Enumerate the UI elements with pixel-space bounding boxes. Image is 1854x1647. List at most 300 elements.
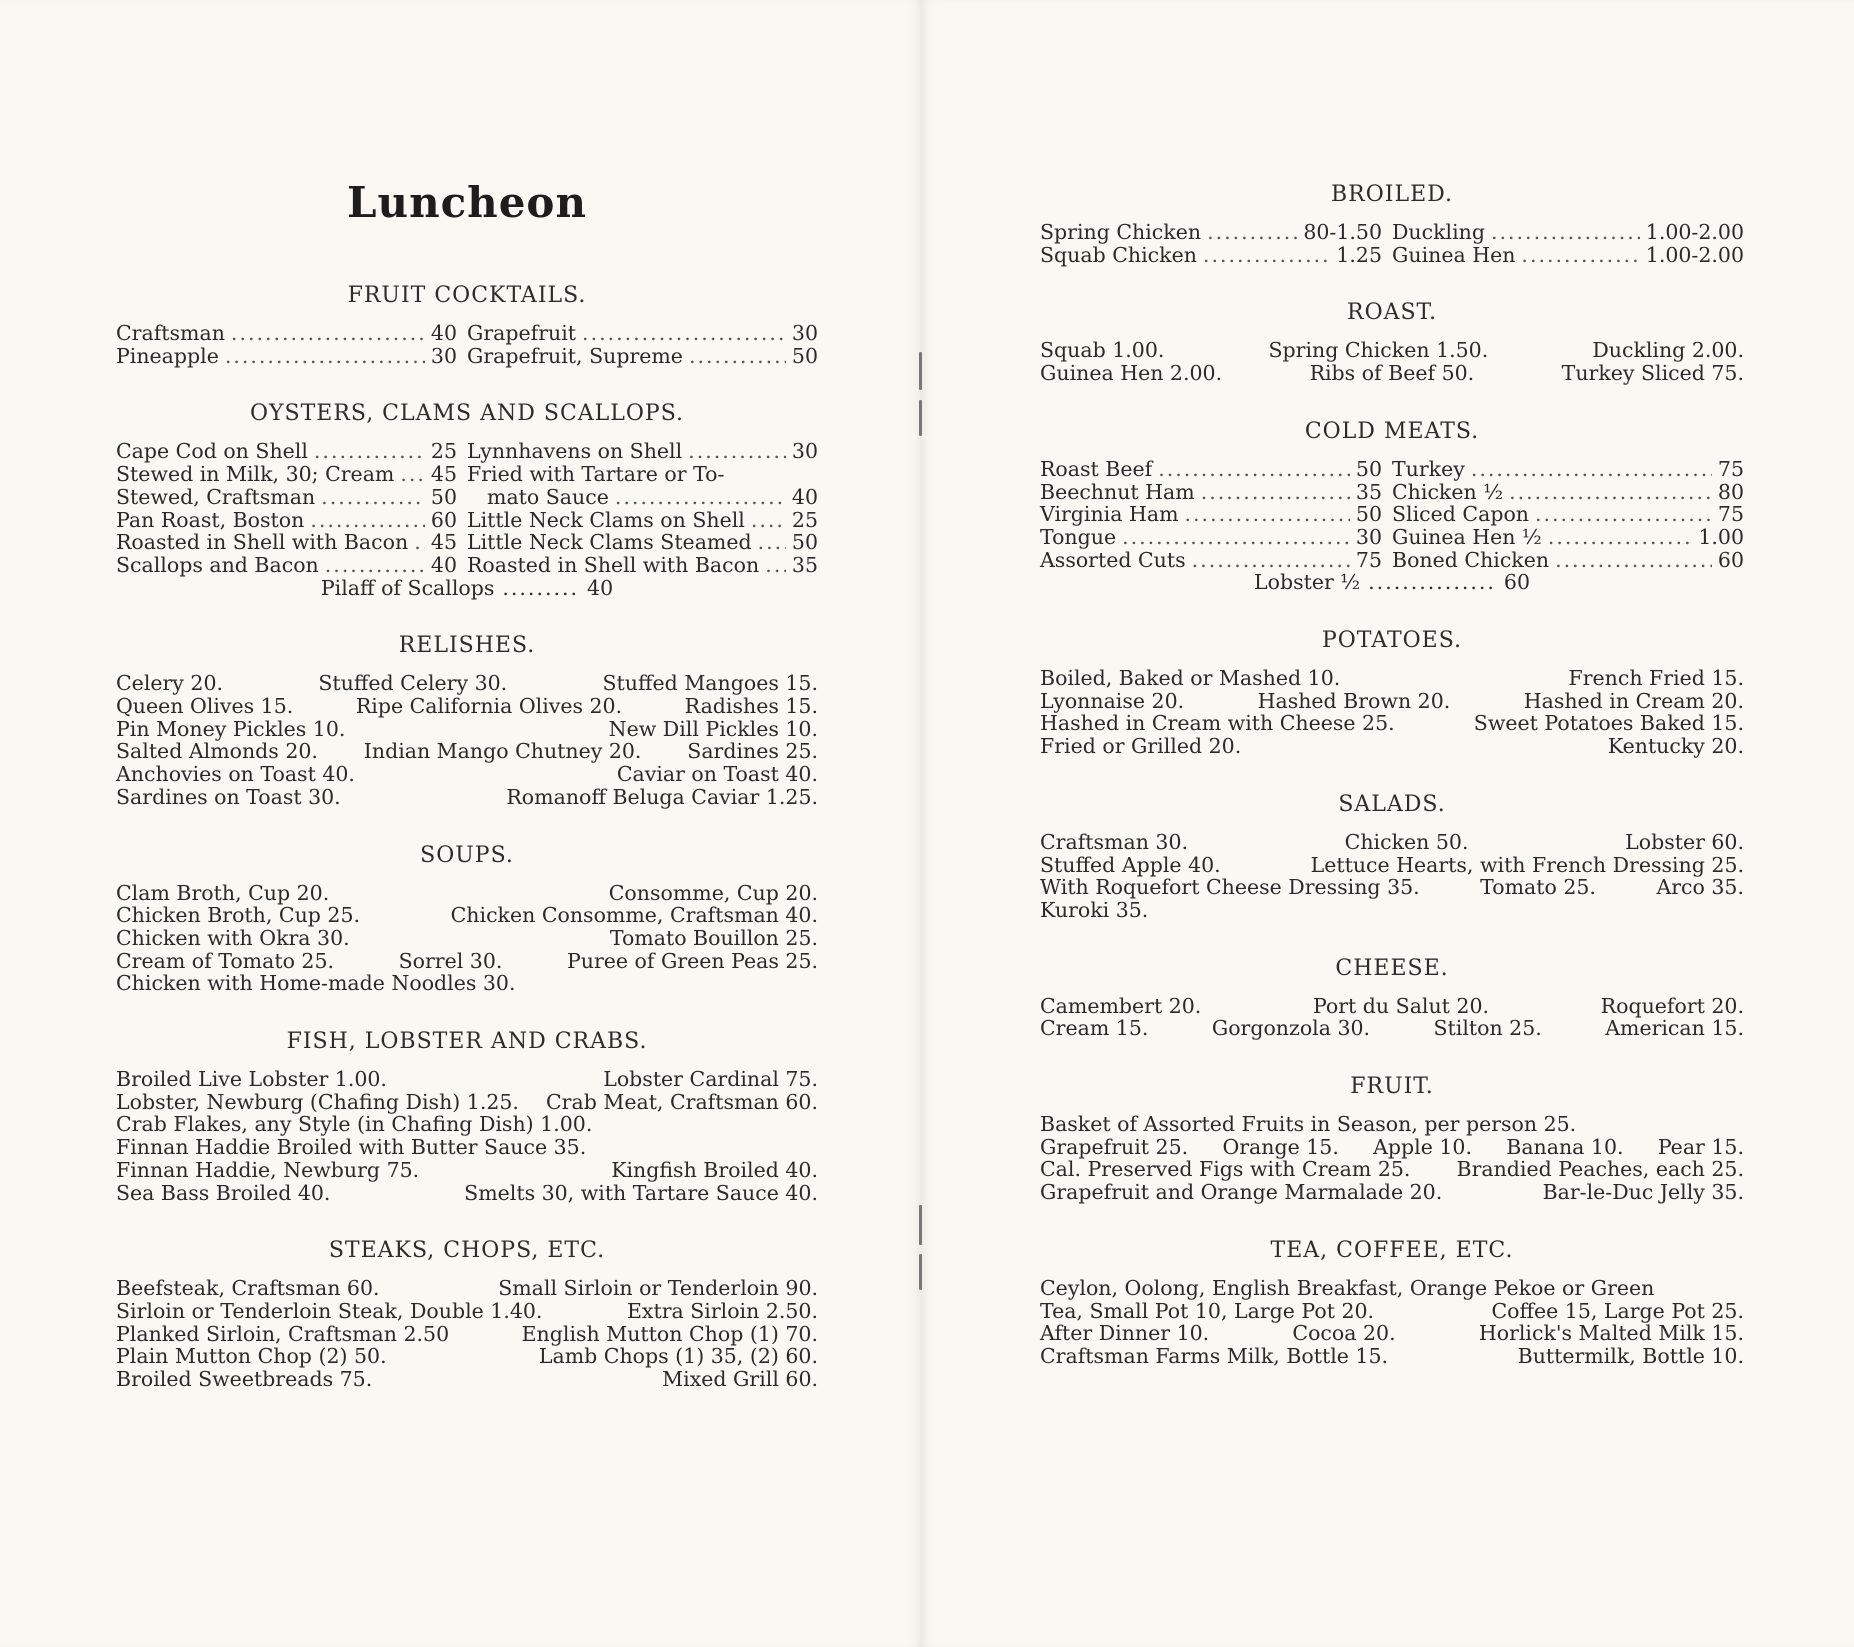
menu-line [116, 763, 818, 786]
left-column [116, 178, 818, 1425]
item-price: 40 [430, 321, 457, 345]
item-name: Stewed, Craftsman [116, 484, 316, 509]
text-lines [1040, 995, 1744, 1040]
menu-entry: Smelts 30, with Tartare Sauce 40. [464, 1180, 818, 1205]
menu-item [467, 440, 818, 463]
leader-dots [1491, 221, 1640, 244]
menu-item [1392, 549, 1744, 572]
item-name: Craftsman [116, 321, 225, 345]
menu-line [1040, 735, 1744, 758]
menu-row [116, 509, 818, 532]
menu-item [116, 509, 467, 532]
menu-entry: Stilton 25. [1433, 1016, 1542, 1041]
leader-dots [325, 554, 425, 577]
menu-entry: Lobster, Newburg (Chafing Dish) 1.25. [116, 1089, 519, 1114]
menu-row [116, 486, 818, 509]
leader-dots [582, 322, 786, 345]
leader-dots [400, 463, 425, 486]
menu-entry: Grapefruit and Orange Marmalade 20. [1040, 1180, 1443, 1205]
leader-dots [1548, 526, 1693, 549]
menu-entry: Banana 10. [1506, 1134, 1624, 1159]
menu-entry: Hashed in Cream 20. [1523, 688, 1744, 713]
menu-entry: Small Sirloin or Tenderloin 90. [498, 1276, 818, 1301]
menu-item [1392, 244, 1744, 267]
menu-item [1040, 458, 1392, 481]
menu-line [1040, 854, 1744, 877]
menu-entry: Sirloin or Tenderloin Steak, Double 1.40. [116, 1298, 543, 1323]
item-name: Sliced Capon [1392, 502, 1529, 527]
item-price: 50 [1355, 502, 1382, 527]
menu-item [467, 554, 818, 577]
item-name: Roasted in Shell with Bacon [467, 552, 760, 577]
menu-entry: Hashed Brown 20. [1257, 688, 1451, 713]
menu-item [1040, 526, 1392, 549]
leader-dots [1203, 244, 1330, 267]
menu-line [1040, 1345, 1744, 1368]
menu-entry: Boiled, Baked or Mashed 10. [1040, 666, 1341, 691]
menu-line [1040, 1136, 1744, 1159]
menu-item [116, 486, 467, 509]
section-cold-meats [1040, 419, 1744, 594]
menu-entry: Horlick's Malted Milk 15. [1478, 1321, 1744, 1346]
menu-line [1040, 1158, 1744, 1181]
menu-entry: Tomato 25. [1480, 875, 1596, 900]
section-steaks [116, 1238, 818, 1391]
right-page [922, 0, 1854, 1647]
menu-item [467, 345, 818, 368]
menu-line [116, 1159, 818, 1182]
menu-line [1040, 667, 1744, 690]
item-price: 30 [1355, 524, 1382, 549]
menu-line [116, 1323, 818, 1346]
pair-rows [1040, 221, 1744, 266]
menu-line [116, 1068, 818, 1091]
leader-dots [765, 554, 786, 577]
item-name: Roast Beef [1040, 456, 1153, 481]
menu-item [116, 531, 467, 554]
menu-line [116, 740, 818, 763]
item-price: 40 [430, 552, 457, 577]
menu-entry: Cream of Tomato 25. [116, 948, 335, 973]
item-price: 50 [1355, 456, 1382, 481]
menu-row [1040, 221, 1744, 244]
menu-item [467, 509, 818, 532]
item-name: Guinea Hen [1392, 242, 1516, 267]
menu-entry: Bar-le-Duc Jelly 35. [1542, 1180, 1744, 1205]
section-heading: POTATOES. [1321, 628, 1463, 654]
menu-row [1040, 244, 1744, 267]
section-cheese [1040, 956, 1744, 1040]
menu-item [467, 322, 818, 345]
menu-entry: Tea, Small Pot 10, Large Pot 20. [1040, 1298, 1375, 1323]
leader-dots [758, 531, 786, 554]
menu-entry: Kuroki 35. [1040, 897, 1149, 922]
menu-row [116, 554, 818, 577]
item-price: 35 [1355, 479, 1382, 504]
menu-line [1040, 995, 1744, 1018]
menu-entry: Kentucky 20. [1607, 734, 1744, 759]
item-price: 80-1.50 [1303, 220, 1382, 244]
text-lines [1040, 667, 1744, 758]
section-heading: STEAKS, CHOPS, ETC. [328, 1238, 606, 1264]
menu-entry: French Fried 15. [1568, 666, 1744, 691]
leader-dots [1185, 503, 1350, 526]
leader-dots [1192, 549, 1350, 572]
leader-dots [689, 345, 786, 368]
menu-line [116, 904, 818, 927]
menu-entry: Ribs of Beef 50. [1309, 361, 1475, 386]
menu-entry: Buttermilk, Bottle 10. [1517, 1343, 1744, 1368]
menu-entry: Planked Sirloin, Craftsman 2.50 [116, 1321, 450, 1346]
menu-line [116, 882, 818, 905]
menu-line [116, 1300, 818, 1323]
right-column [1040, 182, 1744, 1402]
menu-entry: Crab Meat, Craftsman 60. [546, 1089, 818, 1114]
item-price: 60 [430, 507, 457, 532]
text-lines [1040, 831, 1744, 922]
leader-dots [1555, 549, 1712, 572]
item-name: Virginia Ham [1040, 502, 1179, 527]
menu-item [1040, 481, 1392, 504]
menu-row [1040, 503, 1744, 526]
menu-row [116, 463, 818, 486]
menu-row [1040, 526, 1744, 549]
leader-dots [225, 345, 425, 368]
section-fruit-cocktails [116, 283, 818, 367]
menu-entry: Anchovies on Toast 40. [116, 762, 355, 787]
menu-item [1040, 221, 1392, 244]
menu-item [1040, 503, 1392, 526]
menu-entry: Tomato Bouillon 25. [609, 925, 818, 950]
menu-entry: Romanoff Beluga Caviar 1.25. [506, 784, 818, 809]
menu-entry: Chicken with Okra 30. [116, 925, 350, 950]
item-price: 60 [1503, 570, 1530, 595]
menu-entry: Lyonnaise 20. [1040, 688, 1185, 713]
menu-entry: Lobster Cardinal 75. [603, 1067, 818, 1092]
section-heading: BROILED. [1331, 182, 1453, 207]
item-price: 30 [791, 321, 818, 345]
item-price: 40 [791, 484, 818, 509]
menu-entry: Lettuce Hearts, with French Dressing 25. [1310, 852, 1744, 877]
menu-item [1392, 481, 1744, 504]
menu-entry: Sea Bass Broiled 40. [116, 1180, 331, 1205]
menu-entry: Arco 35. [1656, 875, 1744, 900]
menu-entry: After Dinner 10. [1040, 1321, 1210, 1346]
menu-entry: Stuffed Celery 30. [318, 671, 508, 696]
menu-entry: Cream 15. [1040, 1016, 1149, 1041]
section-heading: OYSTERS, CLAMS AND SCALLOPS. [249, 401, 685, 427]
leader-dots [1535, 503, 1712, 526]
menu-entry: Clam Broth, Cup 20. [116, 880, 330, 905]
menu-entry: Mixed Grill 60. [662, 1367, 818, 1392]
text-lines [116, 672, 818, 808]
item-name: Beechnut Ham [1040, 479, 1195, 504]
item-price: 35 [791, 552, 818, 577]
item-price: 30 [430, 343, 457, 368]
section-relishes [116, 633, 818, 808]
menu-entry: Indian Mango Chutney 20. [363, 739, 642, 764]
menu-item [467, 463, 818, 486]
menu-line [116, 1113, 818, 1136]
section-heading: FRUIT COCKTAILS. [347, 283, 587, 308]
menu-line [116, 718, 818, 741]
section-roast [1040, 300, 1744, 384]
menu-entry: Camembert 20. [1040, 993, 1202, 1018]
menu-entry: American 15. [1605, 1016, 1744, 1041]
menu-line [1040, 831, 1744, 854]
menu-entry: Apple 10. [1373, 1134, 1472, 1159]
leader-dots: ............... [1368, 570, 1496, 595]
menu-entry: Squab 1.00. [1040, 338, 1165, 363]
menu-entry: Sweet Potatoes Baked 15. [1473, 711, 1744, 736]
leader-dots [314, 440, 425, 463]
menu-entry: Cocoa 20. [1292, 1321, 1396, 1346]
menu-line [116, 927, 818, 950]
section-potatoes [1040, 628, 1744, 758]
text-lines [1040, 1277, 1744, 1368]
section-heading: FISH, LOBSTER AND CRABS. [286, 1029, 648, 1055]
item-price: 1.00 [1698, 524, 1744, 549]
menu-entry: Radishes 15. [684, 694, 818, 719]
menu-entry: Sardines on Toast 30. [116, 784, 341, 809]
menu-row [116, 531, 818, 554]
menu-entry: Hashed in Cream with Cheese 25. [1040, 711, 1395, 736]
menu-row [116, 322, 818, 345]
menu-entry: Craftsman 30. [1040, 829, 1189, 854]
menu-entry: Stuffed Mangoes 15. [602, 671, 818, 696]
menu-line [116, 672, 818, 695]
menu-entry: New Dill Pickles 10. [608, 716, 818, 741]
leader-dots [231, 322, 425, 345]
menu-entry: Chicken Broth, Cup 25. [116, 903, 361, 928]
menu-entry: Pin Money Pickles 10. [116, 716, 346, 741]
menu-line [1040, 1322, 1744, 1345]
menu-row [1040, 481, 1744, 504]
item-name: Pan Roast, Boston [116, 507, 305, 532]
menu-entry: Salted Almonds 20. [116, 739, 318, 764]
menu-entry: Consomme, Cup 20. [608, 880, 818, 905]
menu-line [116, 1136, 818, 1159]
item-name: Assorted Cuts [1040, 547, 1186, 572]
text-lines [116, 882, 818, 996]
menu-entry: Ceylon, Oolong, English Breakfast, Orange Pekoe or Green [1040, 1275, 1655, 1300]
menu-entry: Coffee 15, Large Pot 25. [1491, 1298, 1744, 1323]
menu-line [1040, 1181, 1744, 1204]
menu-item [467, 486, 818, 509]
item-name: Tongue [1040, 524, 1117, 549]
section-heading: RELISHES. [398, 633, 536, 659]
menu-entry: Pear 15. [1657, 1134, 1744, 1159]
menu-entry: Gorgonzola 30. [1211, 1016, 1371, 1041]
menu-entry: Chicken with Home-made Noodles 30. [116, 971, 516, 996]
item-name: Chicken ½ [1392, 479, 1504, 504]
leader-dots [321, 486, 425, 509]
menu-entry: Celery 20. [116, 671, 224, 696]
menu-line [1040, 339, 1744, 362]
leader-dots [1122, 526, 1350, 549]
item-name: Lynnhavens on Shell [467, 439, 683, 464]
item-name: Stewed in Milk, 30; Cream [116, 462, 395, 487]
leader-dots: ......... [502, 575, 580, 600]
menu-line [1040, 876, 1744, 899]
menu-line [1040, 1277, 1744, 1300]
menu-item [116, 322, 467, 345]
menu-entry: Ripe California Olives 20. [355, 694, 623, 719]
item-name: Squab Chicken [1040, 242, 1197, 267]
menu-line [1040, 362, 1744, 385]
menu-entry: Cal. Preserved Figs with Cream 25. [1040, 1157, 1411, 1182]
item-price: 1.25 [1336, 242, 1382, 267]
text-lines [1040, 339, 1744, 384]
leader-dots [688, 440, 786, 463]
menu-entry: Basket of Assorted Fruits in Season, per person 25. [1040, 1112, 1577, 1137]
menu-item [1040, 244, 1392, 267]
menu-row [1040, 458, 1744, 481]
leader-dots [310, 509, 425, 532]
menu-row [116, 577, 818, 600]
menu-entry: Chicken 50. [1344, 829, 1469, 854]
menu-line [116, 695, 818, 718]
leader-dots [1201, 481, 1350, 504]
menu-entry: Fried or Grilled 20. [1040, 734, 1242, 759]
menu-row [116, 345, 818, 368]
item-name: Turkey [1392, 456, 1465, 481]
menu-line [116, 972, 818, 995]
menu-line [1040, 712, 1744, 735]
menu-row [1040, 571, 1744, 594]
section-salads [1040, 792, 1744, 922]
menu-item [1392, 526, 1744, 549]
section-heading: COLD MEATS. [1304, 418, 1480, 444]
item-price: 75 [1717, 456, 1744, 481]
item-price: 50 [791, 343, 818, 368]
menu-entry: Chicken Consomme, Craftsman 40. [450, 903, 818, 928]
menu-line [1040, 690, 1744, 713]
item-name: Spring Chicken [1040, 220, 1202, 244]
menu-line [116, 1368, 818, 1391]
menu-entry: Port du Salut 20. [1312, 993, 1490, 1018]
menu-line [116, 1182, 818, 1205]
section-broiled [1040, 182, 1744, 266]
menu-entry: Lobster 60. [1625, 829, 1744, 854]
item-price: 25 [791, 507, 818, 532]
item-name: Roasted in Shell with Bacon [116, 530, 409, 555]
text-lines [1040, 1113, 1744, 1204]
item-name: Little Neck Clams Steamed [467, 530, 752, 555]
menu-item [116, 463, 467, 486]
left-page [0, 0, 922, 1647]
item-price: 1.00-2.00 [1645, 242, 1744, 267]
menu-entry: Kingfish Broiled 40. [611, 1157, 818, 1182]
menu-item [1392, 221, 1744, 244]
menu-entry: Caviar on Toast 40. [616, 762, 818, 787]
section-heading: SOUPS. [420, 842, 514, 868]
item-price: 30 [791, 439, 818, 464]
text-lines [116, 1277, 818, 1391]
item-name: Grapefruit [467, 321, 577, 345]
section-soups [116, 843, 818, 996]
menu-entry: Guinea Hen 2.00. [1040, 361, 1223, 386]
section-fish [116, 1029, 818, 1204]
menu-entry: Sardines 25. [687, 739, 818, 764]
item-name: Fried with Tartare or To- [467, 462, 725, 487]
leader-dots [615, 486, 786, 509]
menu-entry: English Mutton Chop (1) 70. [521, 1321, 818, 1346]
item-price: 75 [1355, 547, 1382, 572]
menu-item [467, 531, 818, 554]
leader-dots [1471, 458, 1712, 481]
item-price: 50 [791, 530, 818, 555]
item-name: Cape Cod on Shell [116, 439, 308, 464]
menu-row [116, 440, 818, 463]
menu-item [1040, 549, 1392, 572]
leader-dots [1509, 481, 1712, 504]
item-price: 60 [1717, 547, 1744, 572]
menu-entry: Craftsman Farms Milk, Bottle 15. [1040, 1343, 1389, 1368]
menu-line [116, 1091, 818, 1114]
menu-line [116, 950, 818, 973]
section-heading: SALADS. [1338, 791, 1446, 817]
leader-dots [414, 531, 425, 554]
section-oysters [116, 401, 818, 599]
leader-dots [1207, 221, 1297, 244]
menu-title: Luncheon [347, 178, 587, 227]
menu-entry: Grapefruit 25. [1040, 1134, 1189, 1159]
item-price: 45 [430, 462, 457, 487]
leader-dots [1521, 244, 1639, 267]
menu-entry: Orange 15. [1222, 1134, 1339, 1159]
menu-row [1040, 549, 1744, 572]
menu-entry: Broiled Sweetbreads 75. [116, 1367, 373, 1392]
menu-entry: Broiled Live Lobster 1.00. [116, 1067, 387, 1092]
menu-entry: Extra Sirloin 2.50. [626, 1298, 818, 1323]
menu-entry: With Roquefort Cheese Dressing 35. [1040, 875, 1420, 900]
item-price: 75 [1717, 502, 1744, 527]
item-name: Scallops and Bacon [116, 552, 319, 577]
item-name: Pineapple [116, 343, 219, 368]
leader-dots [751, 509, 786, 532]
menu-entry: Lamb Chops (1) 35, (2) 60. [538, 1344, 818, 1369]
item-price: 45 [430, 530, 457, 555]
menu-entry: Duckling 2.00. [1592, 338, 1744, 363]
item-price: 50 [430, 484, 457, 509]
section-heading: CHEESE. [1335, 955, 1449, 981]
menu-line [1040, 899, 1744, 922]
item-name: Grapefruit, Supreme [467, 343, 683, 368]
item-name: Pilaff of Scallops [320, 575, 495, 600]
menu-item [116, 345, 467, 368]
menu-entry: Turkey Sliced 75. [1561, 361, 1744, 386]
menu-line [116, 1277, 818, 1300]
menu-line [116, 786, 818, 809]
menu-item [116, 440, 467, 463]
pair-rows [1040, 458, 1744, 572]
pair-rows [116, 440, 818, 576]
menu-entry: Spring Chicken 1.50. [1268, 338, 1489, 363]
menu-item [116, 554, 467, 577]
item-name: Duckling [1392, 220, 1485, 244]
section-tea [1040, 1238, 1744, 1368]
menu-entry: Finnan Haddie, Newburg 75. [116, 1157, 420, 1182]
item-price: 40 [587, 575, 614, 600]
item-price: 1.00-2.00 [1645, 220, 1744, 244]
menu-entry: Puree of Green Peas 25. [566, 948, 818, 973]
menu-item [1392, 503, 1744, 526]
text-lines [116, 1068, 818, 1204]
section-heading: ROAST. [1347, 300, 1437, 326]
menu-entry: Roquefort 20. [1600, 993, 1744, 1018]
menu-line [1040, 1017, 1744, 1040]
